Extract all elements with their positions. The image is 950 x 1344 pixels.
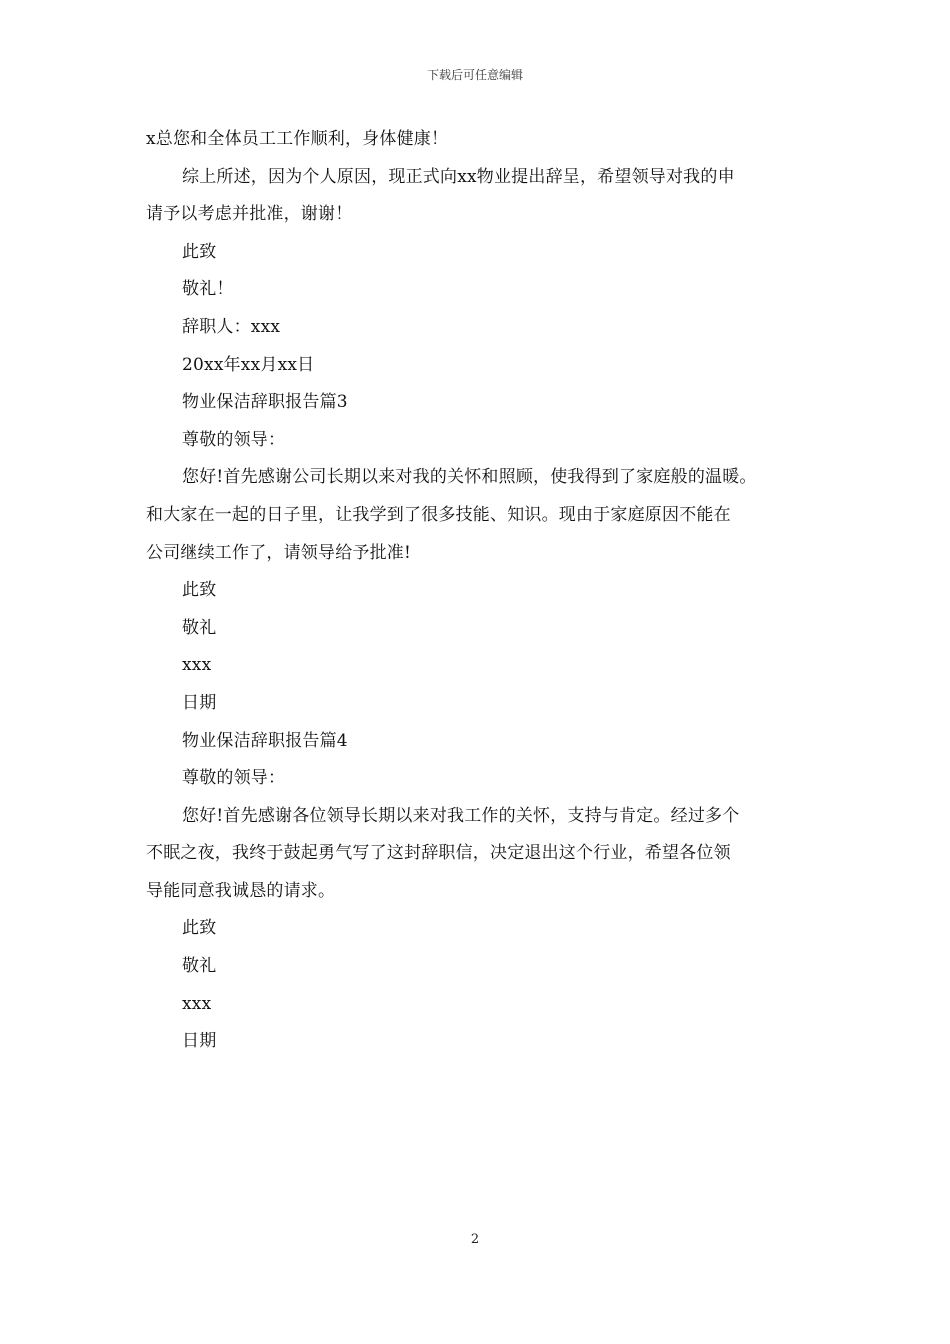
page-number: 2 (470, 1232, 480, 1247)
text-line: 导能同意我诚恳的请求。 (146, 880, 336, 901)
text-line: 您好!首先感谢各位领导长期以来对我工作的关怀，支持与肯定。经过多个 (182, 805, 740, 826)
text-line: 和大家在一起的日子里，让我学到了很多技能、知识。现由于家庭原因不能在 (146, 504, 731, 525)
text-line: 此致 (182, 918, 217, 939)
text-line: xxx (182, 655, 212, 676)
text-line: 敬礼！ (182, 279, 234, 300)
text-line: 尊敬的领导： (182, 768, 286, 789)
text-line: 尊敬的领导： (182, 429, 286, 450)
text-line: 敬礼 (182, 956, 217, 977)
text-line: 日期 (182, 1031, 217, 1052)
text-line: 此致 (182, 580, 217, 601)
text-line: 综上所述，因为个人原因，现正式向xx物业提出辞呈，希望领导对我的申 (182, 166, 735, 187)
text-line: 敬礼 (182, 617, 217, 638)
text-line: xxx (182, 993, 212, 1014)
text-line: 辞职人：xxx (182, 316, 281, 337)
text-line: 公司继续工作了，请领导给予批准! (146, 542, 412, 563)
text-line: 请予以考虑并批准，谢谢！ (146, 204, 353, 225)
text-line: 日期 (182, 692, 217, 713)
text-line: x总您和全体员工工作顺利，身体健康！ (146, 129, 449, 149)
text-line: 物业保洁辞职报告篇4 (182, 730, 348, 751)
text-line: 不眠之夜，我终于鼓起勇气写了这封辞职信，决定退出这个行业，希望各位领 (146, 843, 731, 864)
document-body (146, 121, 806, 1061)
text-line: 此致 (182, 241, 217, 262)
text-line: 您好!首先感谢公司长期以来对我的关怀和照顾，使我得到了家庭般的温暖。 (182, 467, 757, 488)
text-line: 物业保洁辞职报告篇3 (182, 392, 348, 413)
page-header: 下载后可任意编辑 (426, 68, 523, 82)
text-line: 20xx年xx月xx日 (182, 354, 315, 375)
